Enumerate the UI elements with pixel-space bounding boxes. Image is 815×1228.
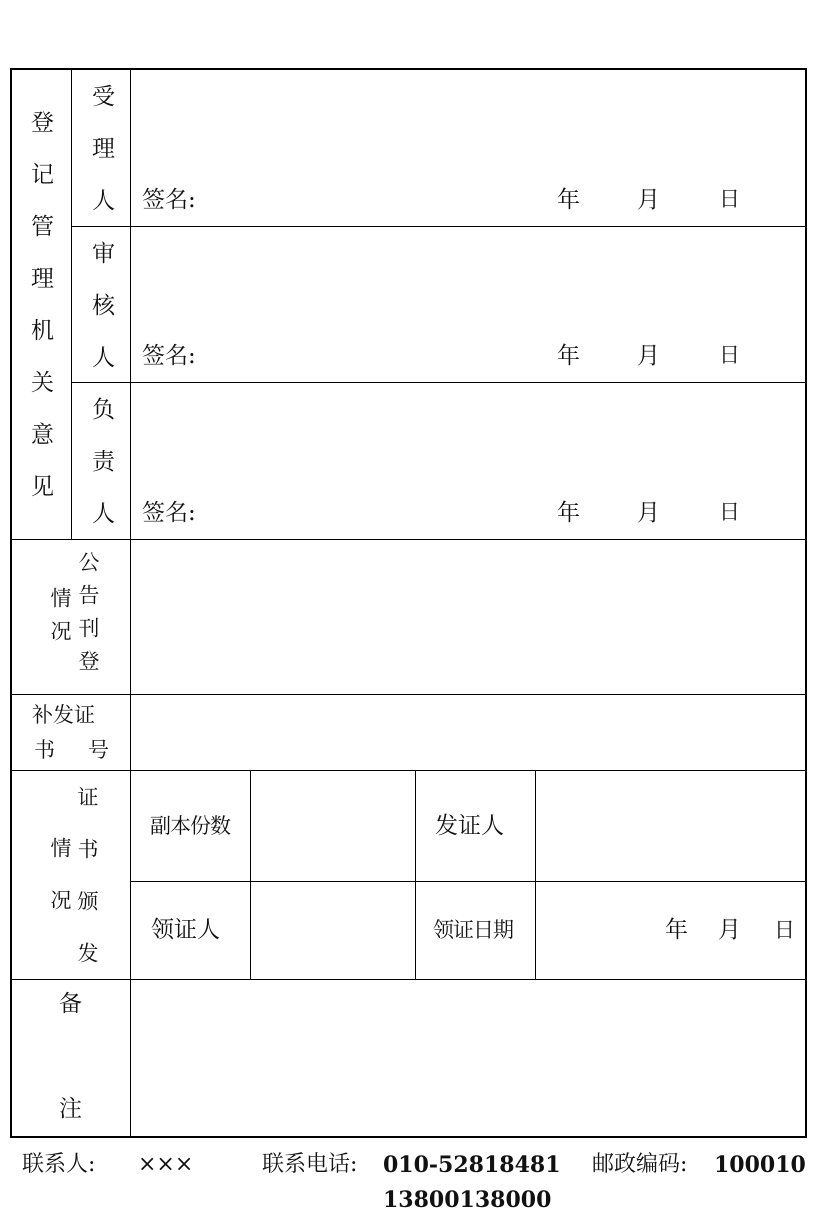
column-divider <box>535 770 536 979</box>
reissue-label: 书 <box>34 738 55 762</box>
announcement-label: 公告刊登 <box>76 551 100 683</box>
role-label: 受理人 <box>88 84 114 240</box>
receive-date-label: 领证日期 <box>433 918 513 942</box>
month-label: 月 <box>718 917 741 943</box>
phone-label: 联系电话: <box>262 1152 358 1177</box>
registration-opinion-label: 登记管理机关意见 <box>27 110 53 526</box>
year-label: 年 <box>557 343 580 369</box>
role-label: 负责人 <box>88 397 114 553</box>
certificate-label: 情况 <box>48 837 72 941</box>
signature-label: 签名: <box>142 500 196 526</box>
row-divider <box>130 881 807 882</box>
signature-label: 签名: <box>142 343 196 369</box>
day-label: 日 <box>719 500 740 524</box>
reissue-label: 号 <box>88 738 109 762</box>
issuer-label: 发证人 <box>435 813 504 839</box>
remarks-label: 备 <box>59 991 82 1017</box>
copies-label: 副本份数 <box>150 814 230 838</box>
day-label: 日 <box>719 187 740 211</box>
announcement-label: 情况 <box>48 587 72 653</box>
month-label: 月 <box>637 500 660 526</box>
signature-label: 签名: <box>142 187 196 213</box>
remarks-label: 注 <box>59 1096 82 1122</box>
year-label: 年 <box>557 500 580 526</box>
row-divider <box>71 382 807 383</box>
role-label: 审核人 <box>88 241 114 397</box>
phone-value-secondary: 13800138000 <box>383 1187 552 1213</box>
day-label: 日 <box>719 343 740 367</box>
reissue-label: 补发证 <box>32 703 95 727</box>
column-divider <box>415 770 416 979</box>
contact-label: 联系人: <box>22 1152 96 1177</box>
day-label: 日 <box>774 918 795 942</box>
year-label: 年 <box>665 917 688 943</box>
postcode-value: 100010 <box>714 1152 806 1178</box>
column-divider <box>250 770 251 979</box>
postcode-label: 邮政编码: <box>592 1152 688 1177</box>
phone-value: 010-52818481 <box>383 1152 561 1178</box>
receiver-label: 领证人 <box>151 917 220 943</box>
month-label: 月 <box>637 343 660 369</box>
row-divider <box>71 226 807 227</box>
column-divider <box>130 68 131 1138</box>
year-label: 年 <box>557 187 580 213</box>
month-label: 月 <box>637 187 660 213</box>
column-divider <box>71 68 72 539</box>
contact-value: ××× <box>138 1152 194 1177</box>
certificate-label: 证书颁发 <box>75 786 99 994</box>
